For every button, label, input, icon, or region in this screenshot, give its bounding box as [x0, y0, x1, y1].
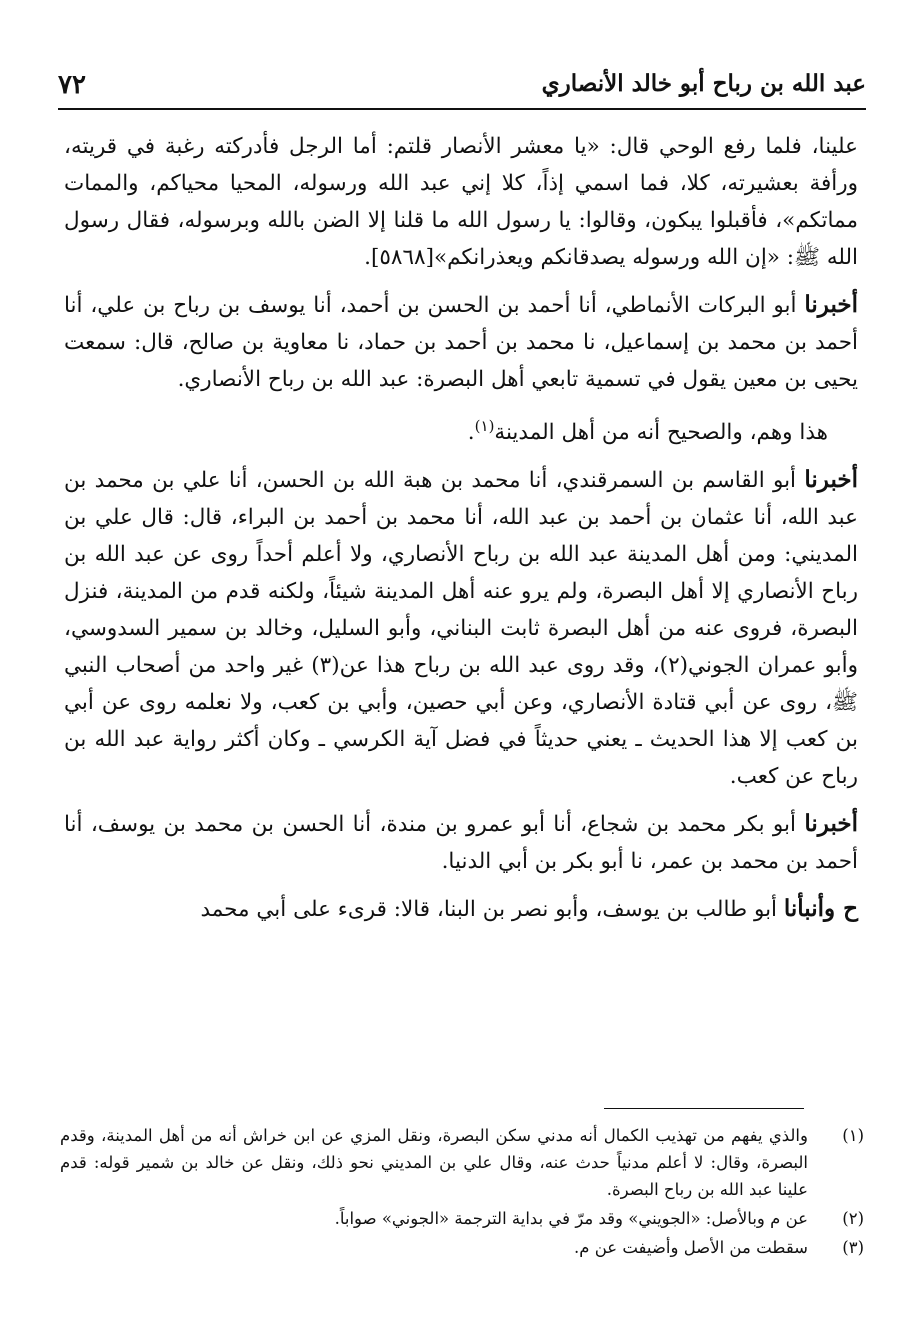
paragraph-comment — [64, 408, 858, 451]
paragraph-text: أبو القاسم بن السمرقندي، أنا محمد بن هبة الله بن الحسن، أنا علي بن محمد بن عبد الله، أنا عثمان بن أحمد بن عبد الله، أنا محمد بن أحمد بن البراء، قال: قال علي بن المديني: ومن أهل المدينة عبد الله بن رباح الأنصاري، ولا أعلم أحداً روى عن عبد الله بن رباح الأنصاري إلا أهل البصرة، ولم يرو عنه أهل المدينة شيئاً، ولكنه قدم من المدينة، فنزل البصرة، فروى عنه من أهل البصرة ثابت البناني، وأبو السليل، وخالد بن سمير السدوسي، وأبو عمران الجوني(٢)، وقد روى عبد الله بن رباح هذا عن(٣) غير واحد من أصحاب النبي ﷺ، روى عن أبي قتادة الأنصاري، وعن أبي حصين، وأبي بن كعب، ولا نعلمه روى عن أبي بن كعب إلا هذا الحديث ـ يعني حديثاً في فضل آية الكرسي ـ وكان أكثر رواية عبد الله بن رباح عن كعب. — [64, 468, 858, 790]
footnote-number: (١) — [842, 1126, 864, 1145]
footnote — [60, 1122, 864, 1203]
footnote — [60, 1205, 864, 1232]
running-title: عبد الله بن رباح أبو خالد الأنصاري — [541, 70, 866, 97]
page-number: ٧٢ — [58, 70, 86, 100]
footnote-text: والذي يفهم من تهذيب الكمال أنه مدني سكن البصرة، ونقل المزي عن ابن خراش أنه من أهل المدينة، وقدم البصرة، وقال: لا أعلم مدنياً حدث عنه، وقال علي بن المديني نحو ذلك، ونقل عن خالد بن شمير قوله: قدم علينا عبد الله بن رباح البصرة. — [60, 1126, 808, 1199]
footnote-text: سقطت من الأصل وأضيفت عن م. — [574, 1238, 808, 1257]
main-text — [64, 128, 858, 938]
paragraph-isnad — [64, 890, 858, 928]
paragraph-isnad — [64, 286, 858, 398]
paragraph-text: علينا، فلما رفع الوحي قال: «يا معشر الأنصار قلتم: أما الرجل فأدركته رغبة في قريته، ورأفة بعشيرته، كلا، فما اسمي إذاً، كلا إني عبد الله ورسوله، المحيا محياكم، والممات مماتكم»، فأقبلوا يبكون، وقالوا: يا رسول الله ما قلنا إلا الضن بالله وبرسوله، فقال رسول الله ﷺ: «إن الله ورسوله يصدقانكم ويعذرانكم»[٥٨٦٨]. — [64, 134, 858, 270]
page-header — [58, 66, 866, 110]
paragraph-text: أبو البركات الأنماطي، أنا أحمد بن الحسن بن أحمد، أنا يوسف بن رباح بن علي، أنا أحمد بن محمد بن إسماعيل، نا محمد بن أحمد بن حماد، نا معاوية بن صالح، قال: سمعت يحيى بن معين يقول في تسمية تابعي أهل البصرة: عبد الله بن رباح الأنصاري. — [64, 293, 858, 392]
isnad-lead: أخبرنا — [804, 810, 858, 838]
paragraph-hadith-text — [64, 128, 858, 276]
footnote-number: (٢) — [842, 1209, 864, 1228]
footnote-text: عن م وبالأصل: «الجويني» وقد مرّ في بداية الترجمة «الجوني» صواباً. — [334, 1209, 808, 1228]
footnote-number: (٣) — [842, 1238, 864, 1257]
footnote-separator — [604, 1108, 804, 1109]
isnad-lead: ح وأنبأنا — [783, 895, 858, 923]
paragraph-isnad — [64, 805, 858, 880]
isnad-lead: أخبرنا — [804, 291, 858, 318]
footnotes — [60, 1122, 864, 1263]
footnote-marker: (١) — [474, 417, 495, 435]
footnote — [60, 1234, 864, 1261]
header-rule — [58, 108, 866, 110]
paragraph-isnad — [64, 461, 858, 795]
isnad-lead: أخبرنا — [804, 466, 858, 494]
paragraph-text: هذا وهم، والصحيح أنه من أهل المدينة — [494, 420, 828, 446]
paragraph-text: أبو بكر محمد بن شجاع، أنا أبو عمرو بن مندة، أنا الحسن بن محمد بن يوسف، أنا أحمد بن محمد بن عمر، نا أبو بكر بن أبي الدنيا. — [64, 812, 858, 875]
paragraph-text: أبو طالب بن يوسف، وأبو نصر بن البنا، قالا: قرىء على أبي محمد — [200, 897, 784, 923]
paragraph-tail: . — [467, 420, 475, 446]
